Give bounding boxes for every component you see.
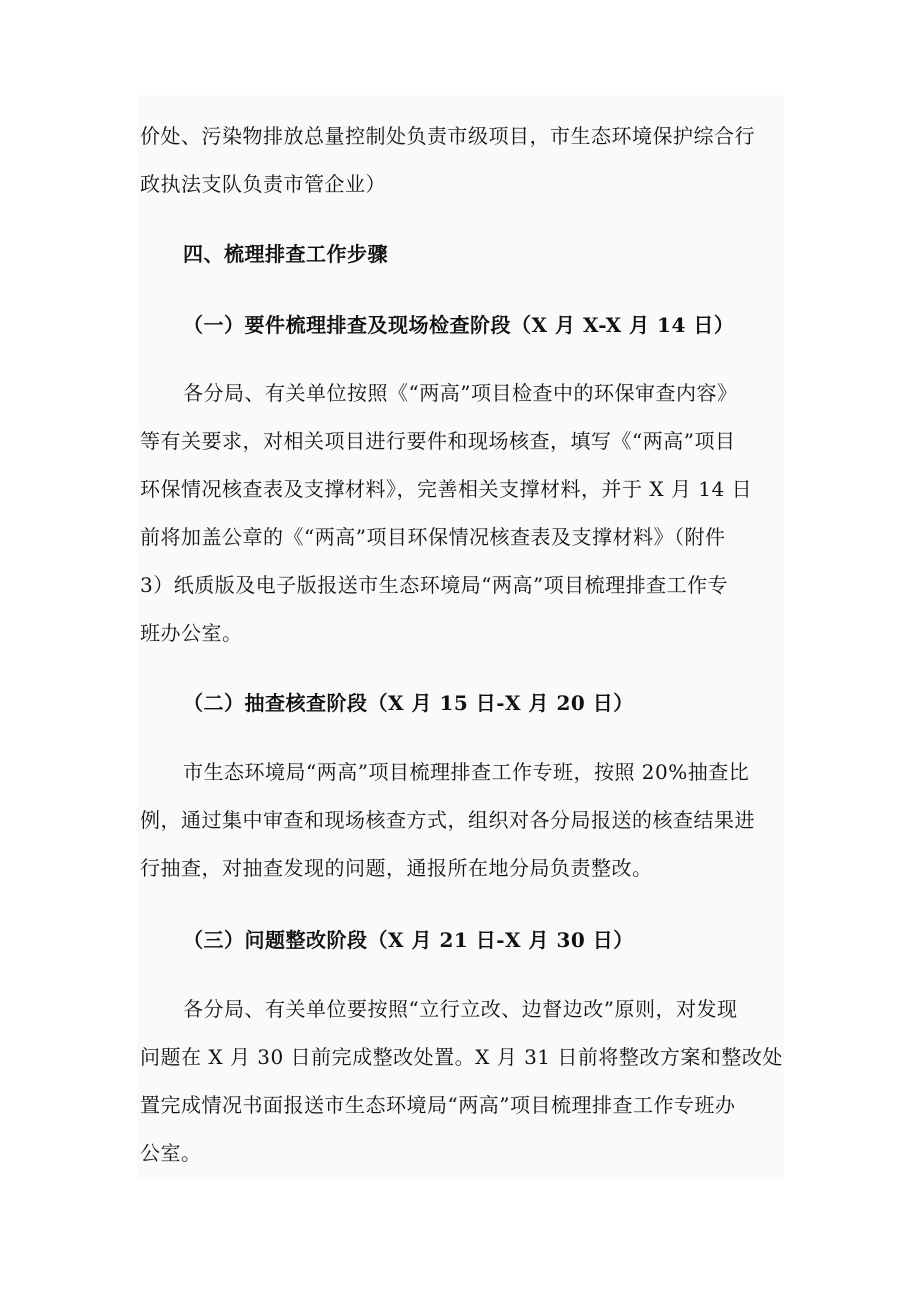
paragraph-line: 环保情况核查表及支撑材料》，完善相关支撑材料，并于 X 月 14 日: [140, 477, 753, 501]
paragraph-line: 各分局、有关单位按照《“两高”项目检查中的环保审查内容》: [183, 381, 738, 405]
paragraph-line: 公室。: [140, 1141, 202, 1165]
subsection-heading: （一）要件梳理排查及现场检查阶段（X 月 X-X 月 14 日）: [183, 313, 735, 337]
paragraph-line: 政执法支队负责市管企业）: [140, 172, 386, 196]
paragraph-line: 班办公室。: [140, 621, 243, 645]
paragraph-line: 问题在 X 月 30 日前完成整改处置。X 月 31 日前将整改方案和整改处: [140, 1045, 783, 1069]
paragraph-line: 行抽查，对抽查发现的问题，通报所在地分局负责整改。: [140, 856, 653, 880]
subsection-heading: （三）问题整改阶段（X 月 21 日-X 月 30 日）: [183, 928, 634, 952]
paragraph-line: 市生态环境局“两高”项目梳理排查工作专班，按照 20%抽查比: [183, 760, 750, 784]
paragraph-line: 3）纸质版及电子版报送市生态环境局“两高”项目梳理排查工作专: [140, 573, 729, 597]
paragraph-line: 例，通过集中审查和现场核查方式，组织对各分局报送的核查结果进: [140, 808, 755, 832]
paragraph-line: 前将加盖公章的《“两高”项目环保情况核查表及支撑材料》（附件: [140, 525, 726, 549]
paragraph-line: 价处、污染物排放总量控制处负责市级项目，市生态环境保护综合行: [140, 124, 755, 148]
paragraph-line: 置完成情况书面报送市生态环境局“两高”项目梳理排查工作专班办: [140, 1093, 736, 1117]
subsection-heading: （二）抽查核查阶段（X 月 15 日-X 月 20 日）: [183, 691, 634, 715]
paragraph-line: 各分局、有关单位要按照“立行立改、边督边改”原则，对发现: [183, 997, 738, 1021]
section-heading: 四、梳理排查工作步骤: [183, 242, 388, 266]
paragraph-line: 等有关要求，对相关项目进行要件和现场核查，填写《“两高”项目: [140, 429, 736, 453]
